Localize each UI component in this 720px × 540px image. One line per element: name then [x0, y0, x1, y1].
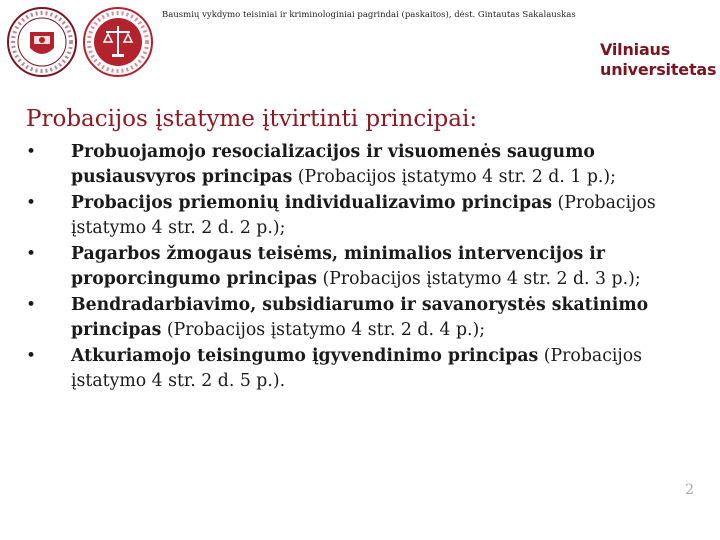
principle-name: Atkuriamojo teisingumo įgyvendinimo principas: [71, 346, 539, 366]
bullet-item-3: [26, 242, 696, 291]
bullet-item-5: [26, 344, 696, 393]
principle-name: Bendradarbiavimo, subsidiarumo ir savanorystės skatinimo principas: [71, 295, 649, 340]
principle-name: Probacijos priemonių individualizavimo principas: [71, 193, 553, 213]
law-reference: (Probacijos įstatymo 4 str. 2 d. 2 p.);: [71, 193, 656, 238]
bullet-dot: •: [26, 193, 37, 213]
principle-name: Probuojamojo resocializacijos ir visuomenės saugumo pusiausvyros principas: [71, 142, 595, 187]
law-reference: (Probacijos įstatymo 4 str. 2 d. 3 p.);: [316, 268, 641, 289]
course-header-line: Bausmių vykdymo teisiniai ir kriminologiniai pagrindai (paskaitos), dėst. Gintautas Sakalauskas: [162, 10, 576, 20]
university-brand-wordmark: [600, 40, 716, 80]
bullet-item-4: [26, 293, 696, 342]
bullet-dot: •: [26, 244, 37, 264]
law-reference: (Probacijos įstatymo 4 str. 2 d. 1 p.);: [292, 166, 616, 187]
principles-bullet-list: [26, 140, 696, 395]
law-faculty-seal-logo: [82, 6, 154, 78]
bullet-item-1: [26, 140, 696, 189]
bullet-dot: •: [26, 142, 37, 162]
law-reference: (Probacijos įstatymo 4 str. 2 d. 4 p.);: [161, 319, 486, 340]
page-number: 2: [685, 482, 694, 498]
principle-name: Pagarbos žmogaus teisėms, minimalios intervencijos ir proporcingumo principas: [71, 244, 605, 289]
law-reference: (Probacijos įstatymo 4 str. 2 d. 5 p.).: [71, 346, 643, 391]
slide-title: Probacijos įstatyme įtvirtinti principai:: [26, 106, 478, 132]
bullet-item-2: [26, 191, 696, 240]
vilnius-university-seal-logo: [6, 6, 78, 78]
bullet-dot: •: [26, 295, 37, 315]
brand-line-1: Vilniaus: [600, 40, 671, 59]
brand-line-2: universitetas: [600, 60, 717, 79]
bullet-dot: •: [26, 346, 37, 366]
